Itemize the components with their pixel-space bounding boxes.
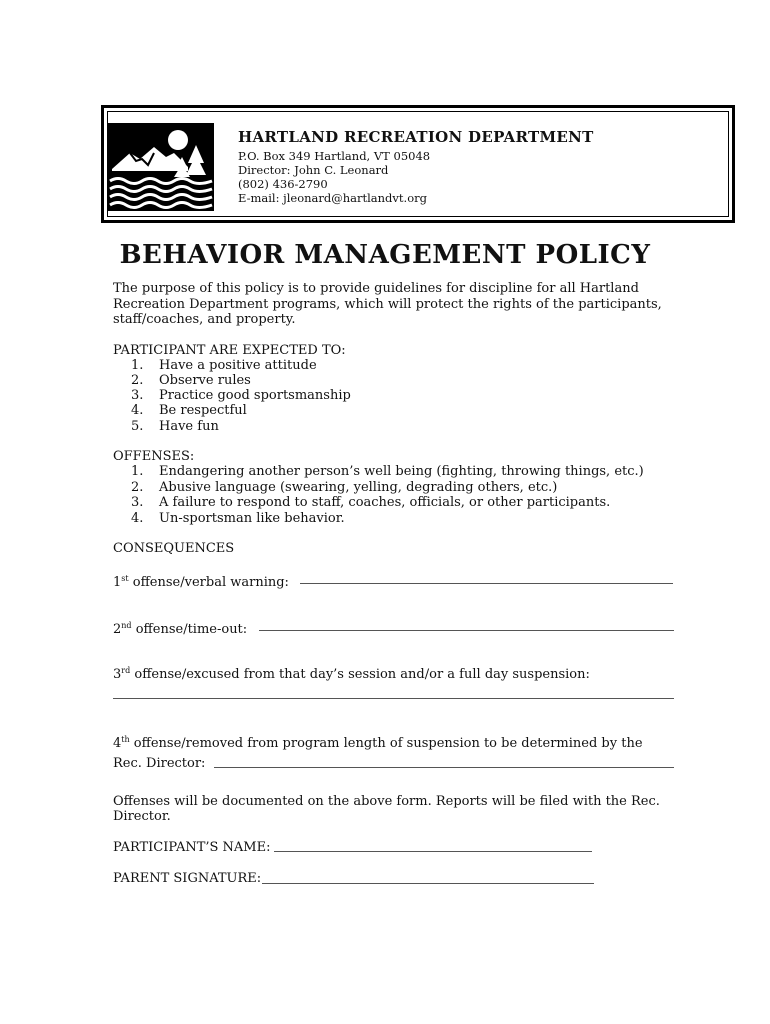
offense-item: 4. Un-sportsman like behavior. [131,511,345,526]
expected-item: 1. Have a positive attitude [131,358,317,373]
organization-email: E-mail: jleonard@hartlandvt.org [238,191,427,205]
expected-heading: PARTICIPANT ARE EXPECTED TO: [113,343,346,358]
footer-line-1: Offenses will be documented on the above form. Reports will be filed with the Rec. [113,794,660,809]
third-offense-field[interactable] [113,698,674,699]
fourth-offense-label: 4th offense/removed from program length of suspension to be determined by the [113,735,643,751]
parent-signature-field[interactable] [262,883,594,884]
organization-phone: (802) 436-2790 [238,177,328,191]
offense-item: 2. Abusive language (swearing, yelling, degrading others, etc.) [131,480,558,495]
expected-item: 4. Be respectful [131,403,247,418]
hartland-logo-icon [108,123,214,211]
footer-line-2: Director. [113,809,171,824]
second-offense-field[interactable] [259,630,674,631]
letterhead-text [238,128,594,205]
expected-item: 5. Have fun [131,419,219,434]
third-offense-label: 3rd offense/excused from that day’s session and/or a full day suspension: [113,666,590,682]
expected-item: 3. Practice good sportsmanship [131,388,351,403]
participant-name-field[interactable] [274,851,592,852]
participant-name-label: PARTICIPANT’S NAME: [113,840,271,855]
organization-director: Director: John C. Leonard [238,163,389,177]
consequences-heading: CONSEQUENCES [113,541,235,556]
offense-item: 1. Endangering another person’s well being (fighting, throwing things, etc.) [131,464,644,479]
organization-name: HARTLAND RECREATION DEPARTMENT [238,128,594,146]
first-offense-label: 1st offense/verbal warning: [113,574,289,590]
organization-address: P.O. Box 349 Hartland, VT 05048 [238,149,431,163]
purpose-line-1: The purpose of this policy is to provide guidelines for discipline for all Hartland [113,281,639,296]
offense-item: 3. A failure to respond to staff, coaches, officials, or other participants. [131,495,611,510]
offenses-heading: OFFENSES: [113,449,195,464]
document-title: BEHAVIOR MANAGEMENT POLICY [119,240,651,270]
purpose-line-3: staff/coaches, and property. [113,312,296,327]
first-offense-field[interactable] [300,583,673,584]
purpose-line-2: Recreation Department programs, which will protect the rights of the participants, [113,297,662,312]
parent-signature-label: PARENT SIGNATURE: [113,871,262,886]
second-offense-label: 2nd offense/time-out: [113,621,248,637]
fourth-offense-label-line2: Rec. Director: [113,756,206,771]
expected-item: 2. Observe rules [131,373,251,388]
fourth-offense-field[interactable] [214,767,674,768]
